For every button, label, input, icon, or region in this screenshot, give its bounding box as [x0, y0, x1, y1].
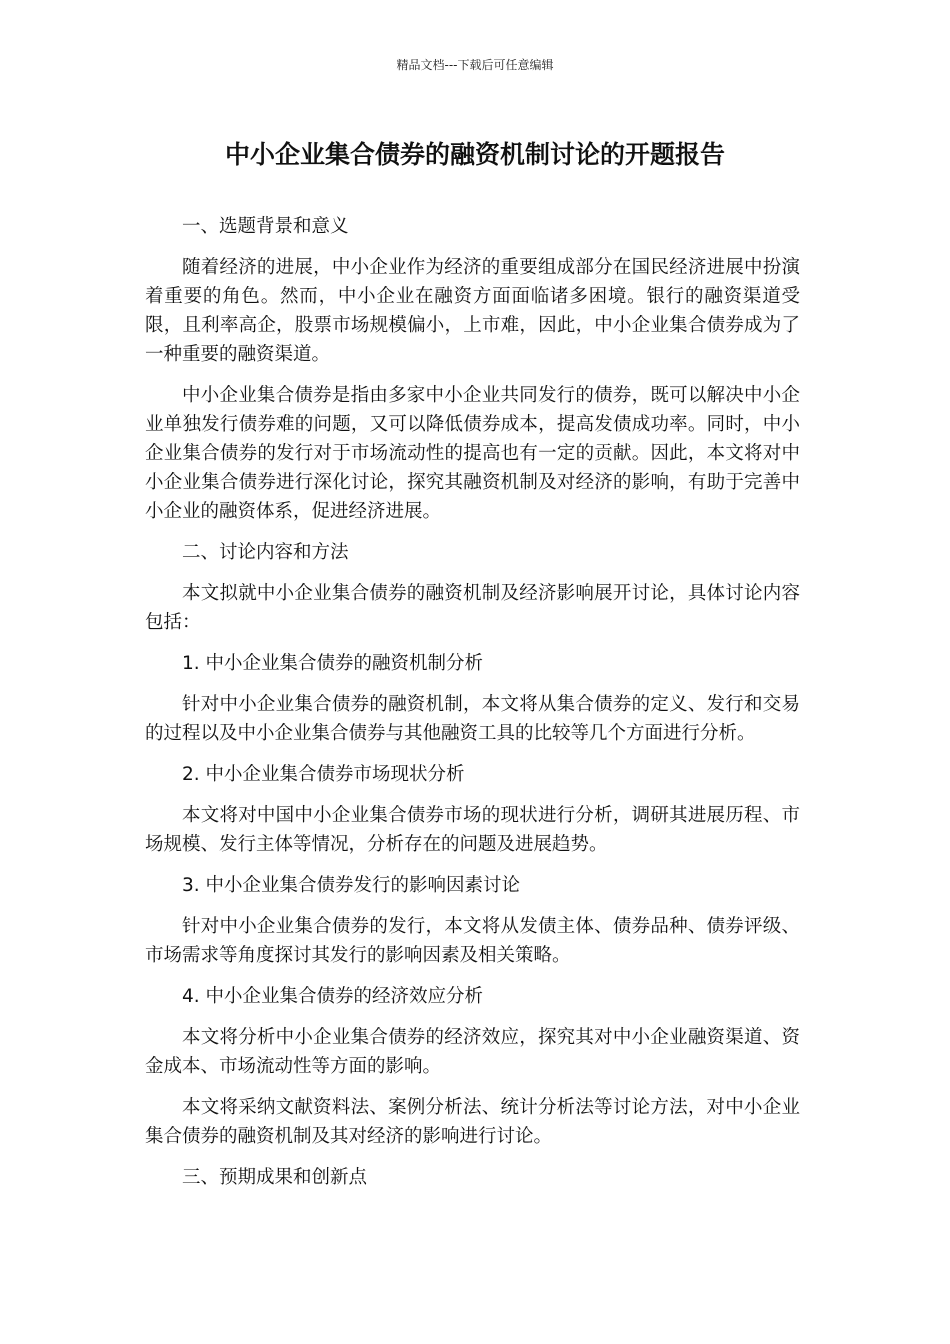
paragraph-background-2: 中小企业集合债券是指由多家中小企业共同发行的债券，既可以解决中小企业单独发行债券难的问题，又可以降低债券成本，提高发债成功率。同时，中小企业集合债券的发行对于市场流动性的提高也有一定的贡献。因此，本文将对中小企业集合债券进行深化讨论，探究其融资机制及对经济的影响，有助于完善中小企业的融资体系，促进经济进展。 [145, 385, 800, 522]
subheading-4: 4. 中小企业集合债券的经济效应分析 [182, 986, 484, 1007]
paragraph-background-1: 随着经济的进展，中小企业作为经济的重要组成部分在国民经济进展中扮演着重要的角色。然而，中小企业在融资方面面临诸多困境。银行的融资渠道受限，且利率高企，股票市场规模偏小，上市难，因此，中小企业集合债券成为了一种重要的融资渠道。 [145, 257, 800, 365]
paragraph-content-intro: 本文拟就中小企业集合债券的融资机制及经济影响展开讨论，具体讨论内容包括： [145, 583, 800, 633]
subheading-3: 3. 中小企业集合债券发行的影响因素讨论 [182, 875, 521, 896]
section-heading-content-methods: 二、讨论内容和方法 [182, 542, 349, 563]
paragraph-methods: 本文将采纳文献资料法、案例分析法、统计分析法等讨论方法，对中小企业集合债券的融资机制及其对经济的影响进行讨论。 [145, 1097, 800, 1147]
section-heading-background: 一、选题背景和意义 [182, 216, 349, 237]
document-body [145, 212, 800, 1204]
paragraph-sub-4: 本文将分析中小企业集合债券的经济效应，探究其对中小企业融资渠道、资金成本、市场流动性等方面的影响。 [145, 1027, 800, 1077]
paragraph-sub-2: 本文将对中国中小企业集合债券市场的现状进行分析，调研其进展历程、市场规模、发行主体等情况，分析存在的问题及进展趋势。 [145, 805, 800, 855]
subheading-2: 2. 中小企业集合债券市场现状分析 [182, 764, 465, 785]
page-header: 精品文档---下载后可任意编辑 [396, 58, 554, 72]
section-heading-outcomes: 三、预期成果和创新点 [182, 1167, 368, 1188]
paragraph-sub-1: 针对中小企业集合债券的融资机制，本文将从集合债券的定义、发行和交易的过程以及中小企业集合债券与其他融资工具的比较等几个方面进行分析。 [145, 694, 800, 744]
paragraph-sub-3: 针对中小企业集合债券的发行，本文将从发债主体、债券品种、债券评级、市场需求等角度探讨其发行的影响因素及相关策略。 [145, 916, 800, 966]
document-title: 中小企业集合债券的融资机制讨论的开题报告 [224, 140, 725, 169]
subheading-1: 1. 中小企业集合债券的融资机制分析 [182, 653, 484, 674]
